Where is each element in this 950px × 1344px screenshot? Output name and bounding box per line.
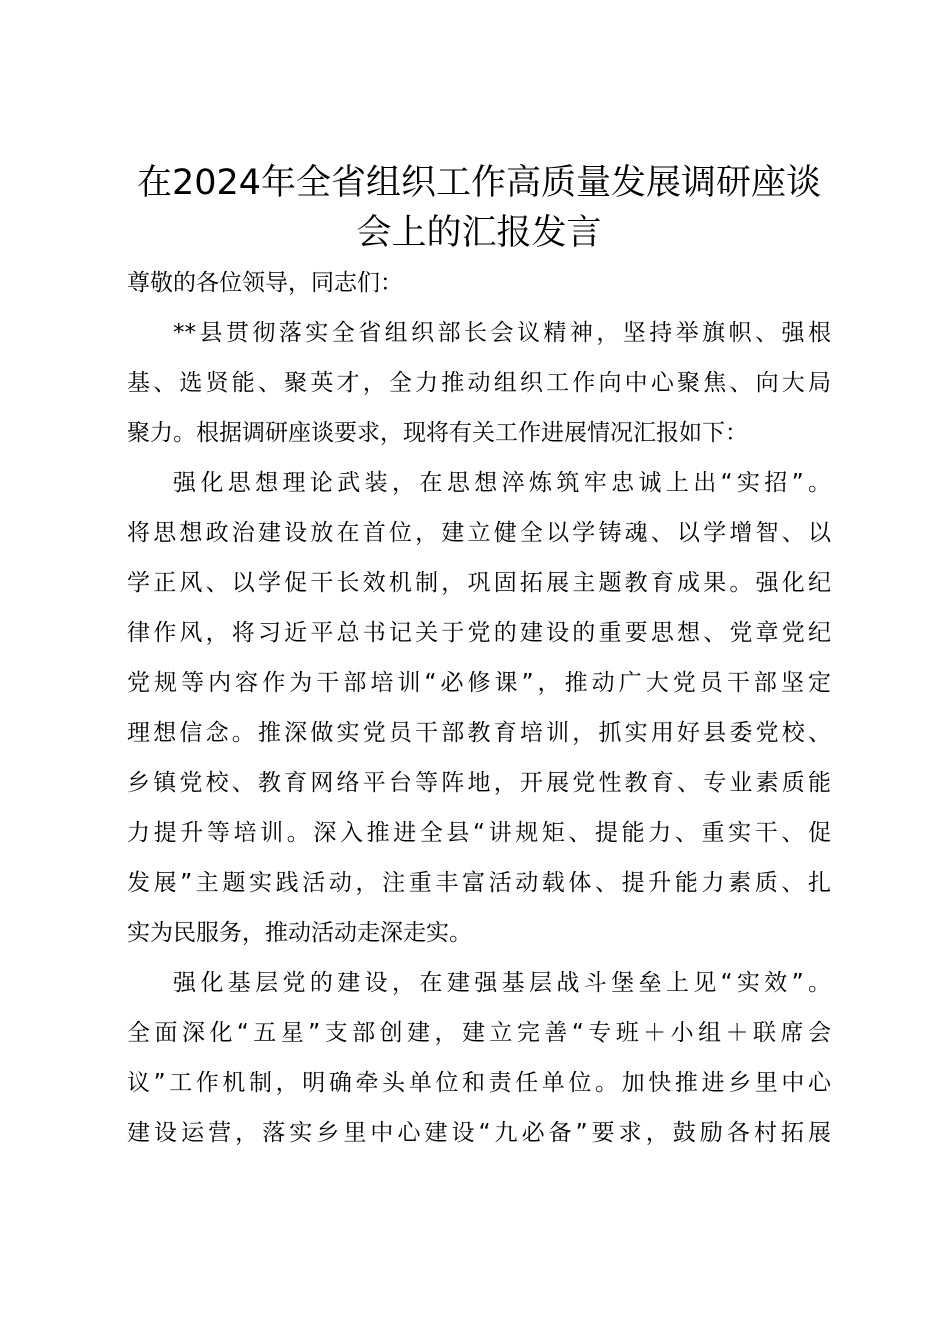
text-line: 建设运营，落实乡里中心建设“九必备”要求，鼓励各村拓展 — [127, 1120, 831, 1146]
paragraph-intro — [127, 308, 831, 458]
text-line: 理想信念。推深做实党员干部教育培训，抓实用好县委党校、 — [127, 720, 831, 746]
text-line: 学正风、以学促干长效机制，巩固拓展主题教育成果。强化纪 — [127, 570, 831, 596]
paragraph-grassroots — [127, 958, 831, 1158]
title-line: 在2024年全省组织工作高质量发展调研座谈 — [136, 163, 822, 203]
text-line: 全面深化“五星”支部创建，建立完善“专班＋小组＋联席会 — [127, 1020, 831, 1046]
text-line: 发展”主题实践活动，注重丰富活动载体、提升能力素质、扎 — [127, 870, 831, 896]
text-line: 聚力。根据调研座谈要求，现将有关工作进展情况汇报如下： — [127, 420, 748, 446]
text-line: 议”工作机制，明确牵头单位和责任单位。加快推进乡里中心 — [127, 1070, 831, 1096]
text-line: 力提升等培训。深入推进全县“讲规矩、提能力、重实干、促 — [127, 820, 831, 846]
title-line: 会上的汇报发言 — [356, 213, 602, 253]
text-line: **县贯彻落实全省组织部长会议精神，坚持举旗帜、强根 — [173, 320, 831, 346]
paragraph-ideology — [127, 458, 831, 958]
text-line: 强化思想理论武装，在思想淬炼筑牢忠诚上出“实招”。 — [173, 470, 831, 496]
text-line: 强化基层党的建设，在建强基层战斗堡垒上见“实效”。 — [173, 970, 831, 996]
text-line: 律作风，将习近平总书记关于党的建设的重要思想、党章党纪 — [127, 620, 831, 646]
text-line: 党规等内容作为干部培训“必修课”，推动广大党员干部坚定 — [127, 670, 831, 696]
text-line: 将思想政治建设放在首位，建立健全以学铸魂、以学增智、以 — [127, 520, 831, 546]
salutation: 尊敬的各位领导，同志们： — [127, 270, 403, 296]
text-line: 基、选贤能、聚英才，全力推动组织工作向中心聚焦、向大局 — [127, 370, 831, 396]
text-line: 实为民服务，推动活动走深走实。 — [127, 920, 472, 946]
text-line: 乡镇党校、教育网络平台等阵地，开展党性教育、专业素质能 — [127, 770, 831, 796]
document-page — [127, 158, 831, 1158]
document-title — [127, 158, 831, 258]
